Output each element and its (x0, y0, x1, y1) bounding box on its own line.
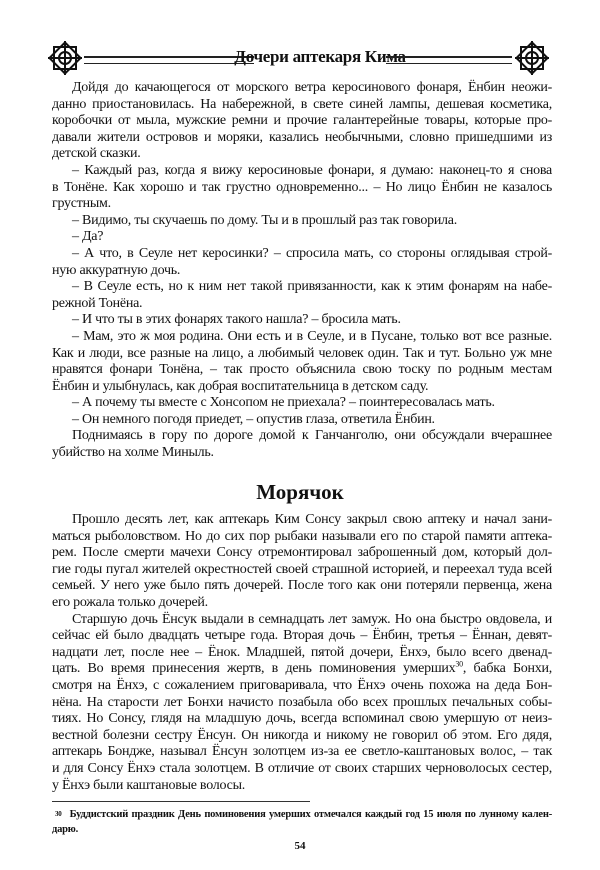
paragraph-line: цать. Во время принесения жертв, в день поминовения умерших$^{30}$, бабка Бонхи, (52, 659, 552, 677)
paragraph-line: тиях. Но Сонсу, глядя на младшую дочь, всегда вспоминал свою умершую от неиз- (52, 711, 552, 727)
paragraph-line: у Ёнхэ были каштановые волосы. (52, 777, 245, 793)
running-title: Дочери аптекаря Кима (234, 47, 406, 66)
footnote-line: $^{30}$ Буддистский праздник День поминовения умерших отмечался каждый год 15 июля по лунному кален- (55, 809, 552, 820)
paragraph-line: – Он немного погодя приедет, – опустив глаза, ответила Ёнбин. (72, 411, 435, 427)
paragraph-line: давали жители островов и моряки, казались необычными, словно пришедшими из (52, 129, 552, 145)
paragraph-line: – В Сеуле есть, но к ним нет такой привязанности, как к этим фонарям на набе- (72, 279, 552, 295)
paragraph-line: сейчас ей было двадцать четыре года. Вторая дочь – Ёнбин, третья – Ённан, девят- (52, 628, 552, 644)
paragraph-line: – А почему ты вместе с Хонсопом не приехала? – поинтересовалась мать. (72, 395, 495, 411)
ornament-icon (45, 38, 85, 78)
paragraph-line: ную аккуратную дочь. (52, 262, 181, 278)
paragraph-line: – Видимо, ты скучаешь по дому. Ты и в прошлый раз так говорила. (72, 212, 458, 228)
paragraph-line: грустным. (52, 196, 111, 212)
paragraph-line: семьей. У него уже было пять дочерей. После того как они потеряли первенца, жена (52, 578, 552, 594)
paragraph-line: Прошло десять лет, как аптекарь Ким Сонсу закрыл свою аптеку и начал зани- (72, 512, 552, 527)
paragraph-line: режной Тонёна. (52, 295, 143, 311)
paragraph-line: детской сказки. (52, 146, 141, 162)
paragraph-line: Ёнбин и улыбнулась, как добрая воспитательница в детском саду. (52, 378, 429, 394)
page-number: 54 (294, 840, 306, 852)
paragraph-line: коробочки от мыла, мужские ремни и прочие галантерейные товары, которые про- (52, 113, 552, 129)
paragraph-line: Как и люди, все разные на лицо, а любимый человек один. Так и тут. Больно уж мне (52, 345, 552, 361)
paragraph-line: рем. После смерти мачехи Сонсу отремонтировал заброшенный дом, который дол- (52, 545, 552, 561)
footnote-divider (52, 801, 310, 802)
paragraph-line: Поднимаясь в гору по дороге домой к Ганчанголю, они обсуждали вчерашнее (72, 428, 552, 444)
section-heading: Морячок (256, 480, 344, 504)
paragraph-line: Дойдя до качающегося от морского ветра керосинового фонаря, Ёнбин неожи- (72, 80, 552, 95)
running-header (40, 38, 560, 78)
paragraph-line: аптекарь Бондже, называл Ёнсун золотцем из-за ее светло-каштановых волос, – так (52, 744, 552, 760)
paragraph-line: данно приостановилась. На набережной, в свете синей лампы, дешевая косметика, (52, 96, 552, 112)
chapter-text (52, 80, 552, 462)
paragraph-line: надцати лет, после нее – Ёнок. Младшей, пятой дочери, Ёнхэ, было всего двенад- (52, 644, 552, 660)
paragraph-line: маться рыболовством. Но до сих пор рыбаки называли его по старой памяти аптека- (52, 528, 552, 544)
header-rule (386, 56, 512, 64)
paragraph-line: – И что ты в этих фонарях такого нашла? – бросила мать. (72, 312, 401, 328)
paragraph-line: Старшую дочь Ёнсук выдали в семнадцать лет замуж. Но она быстро овдовела, и (72, 611, 552, 627)
footnote-number: 30 (55, 810, 62, 818)
footnote-line: дарю. (52, 824, 79, 835)
paragraph-line: в Тонёне. Как хорошо и так грустно одновременно... – Но лицо Ёнбин не казалось (52, 179, 552, 195)
paragraph-line: – Да? (72, 229, 104, 245)
paragraph-line: – А что, в Сеуле нет керосинки? – спросила мать, со стороны оглядывая строй- (72, 245, 552, 261)
section-text (52, 512, 552, 794)
paragraph-line: нравятся фонари Тонёна, – так просто объяснила свою тоску по родным местам (52, 362, 552, 378)
paragraph-line: и для Сонсу Ёнхэ стала золотцем. В отличие от своих старших черноволосых сестер, (52, 760, 552, 776)
paragraph-line: его рожала только дочерей. (52, 594, 208, 610)
paragraph-line: – Каждый раз, когда я вижу керосиновые фонари, я думаю: наконец-то я снова (72, 162, 552, 178)
paragraph-line: – Мам, это ж моя родина. Они есть и в Сеуле, и в Пусане, только вот все разные. (72, 328, 552, 344)
ornament-icon (512, 38, 552, 78)
paragraph-line: убийство на холме Миныль. (52, 445, 214, 461)
paragraph-line: нёна. На старости лет Бонхи начисто позабыла обо всех прошлых печальных собы- (52, 694, 552, 710)
paragraph-line: гие годы пугал жителей окрестностей своей страшной историей, и переехал туда всей (52, 561, 552, 577)
paragraph-line: вестной болезни сестру Ёнсун. Он никогда и никому не говорил об этом. Его дядя, (52, 727, 552, 743)
footnote (52, 807, 552, 837)
footnote-ref[interactable]: 30 (455, 659, 463, 669)
paragraph-line: смотря на Ёнхэ, с сожалением приговаривала, что Ёнхэ очень похожа на деда Бон- (52, 677, 552, 693)
